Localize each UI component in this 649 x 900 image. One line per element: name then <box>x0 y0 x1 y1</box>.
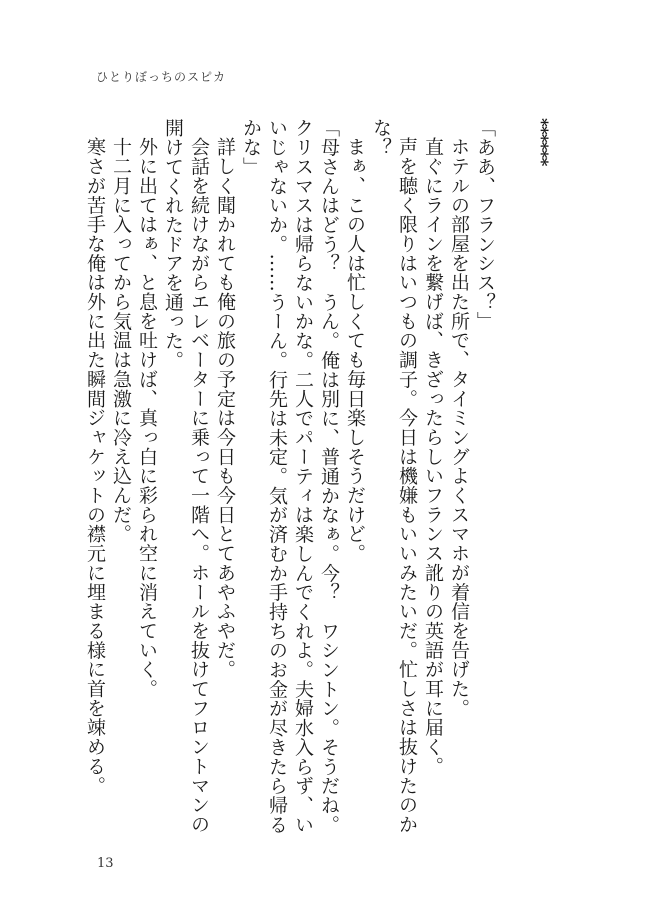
vertical-text-body <box>84 118 554 838</box>
paragraph: 会話を続けながらエレベーターに乗って一階へ。ホールを抜けてフロントマンの開けてくれたドアを通った。 <box>162 118 210 834</box>
page-number: 13 <box>97 856 114 871</box>
paragraph: 十二月に入ってから気温は急激に冷え込んだ。 <box>110 137 132 544</box>
paragraph: まぁ、この人は忙しくても毎日楽しそうだけど。 <box>344 137 366 563</box>
paragraph: 外に出てはぁ、と息を吐けば、真っ白に彩られ空に消えていく。 <box>136 137 158 699</box>
running-title: ひとりぼっちのスピカ <box>96 70 227 84</box>
paragraph: 直ぐにラインを繋げば、きざったらしいフランス訛りの英語が耳に届く。 <box>422 137 444 776</box>
paragraph: 声を聴く限りはいつもの調子。今日は機嫌もいいみたいだ。忙しさは抜けたのかな？ <box>370 118 418 834</box>
section-break-mark: ****** <box>531 118 551 166</box>
paragraph-dialogue: 「ああ、フランシス？」 <box>474 118 496 331</box>
paragraph: ホテルの部屋を出た所で、タイミングよくスマホが着信を告げた。 <box>448 137 470 718</box>
paragraph-dialogue: 「母さんはどう？ うん。俺は別に、普通かなぁ。今？ ワシントン。そうだね。クリスマスは帰らないかな。二人でパーティは楽しんでくれよ。夫婦水入らず、いいじゃないか。……うーん。行先は未定。気が済むか手持ちのお金が尽きたら帰るかな」 <box>240 118 340 834</box>
paragraph: 詳しく聞かれても俺の旅の予定は今日も今日とてあやふやだ。 <box>214 137 236 679</box>
paragraph: 寒さが苦手な俺は外に出た瞬間ジャケットの襟元に埋まる様に首を竦める。 <box>84 137 106 795</box>
